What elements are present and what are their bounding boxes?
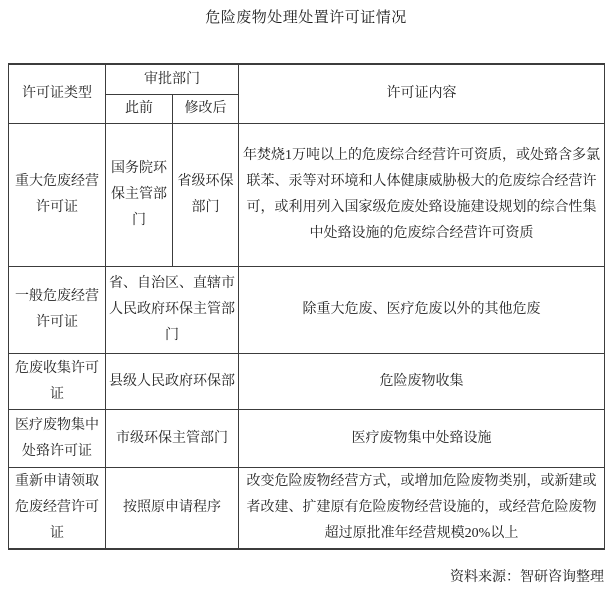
header-license-content: 许可证内容 [239,64,605,124]
page-title: 危险废物处理处置许可证情况 [205,10,407,26]
dept-before-cell: 国务院环保主管部门 [106,124,173,267]
table-row-collection [9,354,605,410]
dept-cell: 按照原申请程序 [106,468,239,550]
table-row-reapply [9,468,605,550]
license-content-cell: 危险废物收集 [239,354,605,410]
header-approval-dept: 审批部门 [106,64,239,95]
header-before: 此前 [106,95,173,124]
license-type-cell: 危废收集许可证 [9,354,106,410]
table-row-medical-waste [9,410,605,468]
license-content-cell: 改变危险废物经营方式，或增加危险废物类别，或新建或者改建、扩建原有危险废物经营设施的，或经营危险废物超过原批准年经营规模20%以上 [239,468,605,550]
dept-cell: 市级环保主管部门 [106,410,239,468]
license-type-cell: 医疗废物集中处臵许可证 [9,410,106,468]
dept-after-cell: 省级环保部门 [173,124,239,267]
source-note: 资料来源：智研咨询整理 [450,570,604,585]
dept-cell: 省、自治区、直辖市人民政府环保主管部门 [106,267,239,354]
permit-table [8,63,605,550]
license-type-cell: 重新申请领取危废经营许可证 [9,468,106,550]
license-type-cell: 一般危废经营许可证 [9,267,106,354]
header-after: 修改后 [173,95,239,124]
table-row-general-hazwaste [9,267,605,354]
license-content-cell: 年焚烧1万吨以上的危废综合经营许可资质，或处臵含多氯联苯、汞等对环境和人体健康威胁极大的危废综合经营许可，或利用列入国家级危废处臵设施建设规划的综合性集中处臵设施的危废综合经营许可资质 [239,124,605,267]
license-content-cell: 除重大危废、医疗危废以外的其他危废 [239,267,605,354]
license-content-cell: 医疗废物集中处臵设施 [239,410,605,468]
table-header-row-1 [9,64,605,95]
license-type-cell: 重大危废经营许可证 [9,124,106,267]
dept-cell: 县级人民政府环保部 [106,354,239,410]
header-license-type: 许可证类型 [9,64,106,124]
table-row-major-hazwaste [9,124,605,267]
